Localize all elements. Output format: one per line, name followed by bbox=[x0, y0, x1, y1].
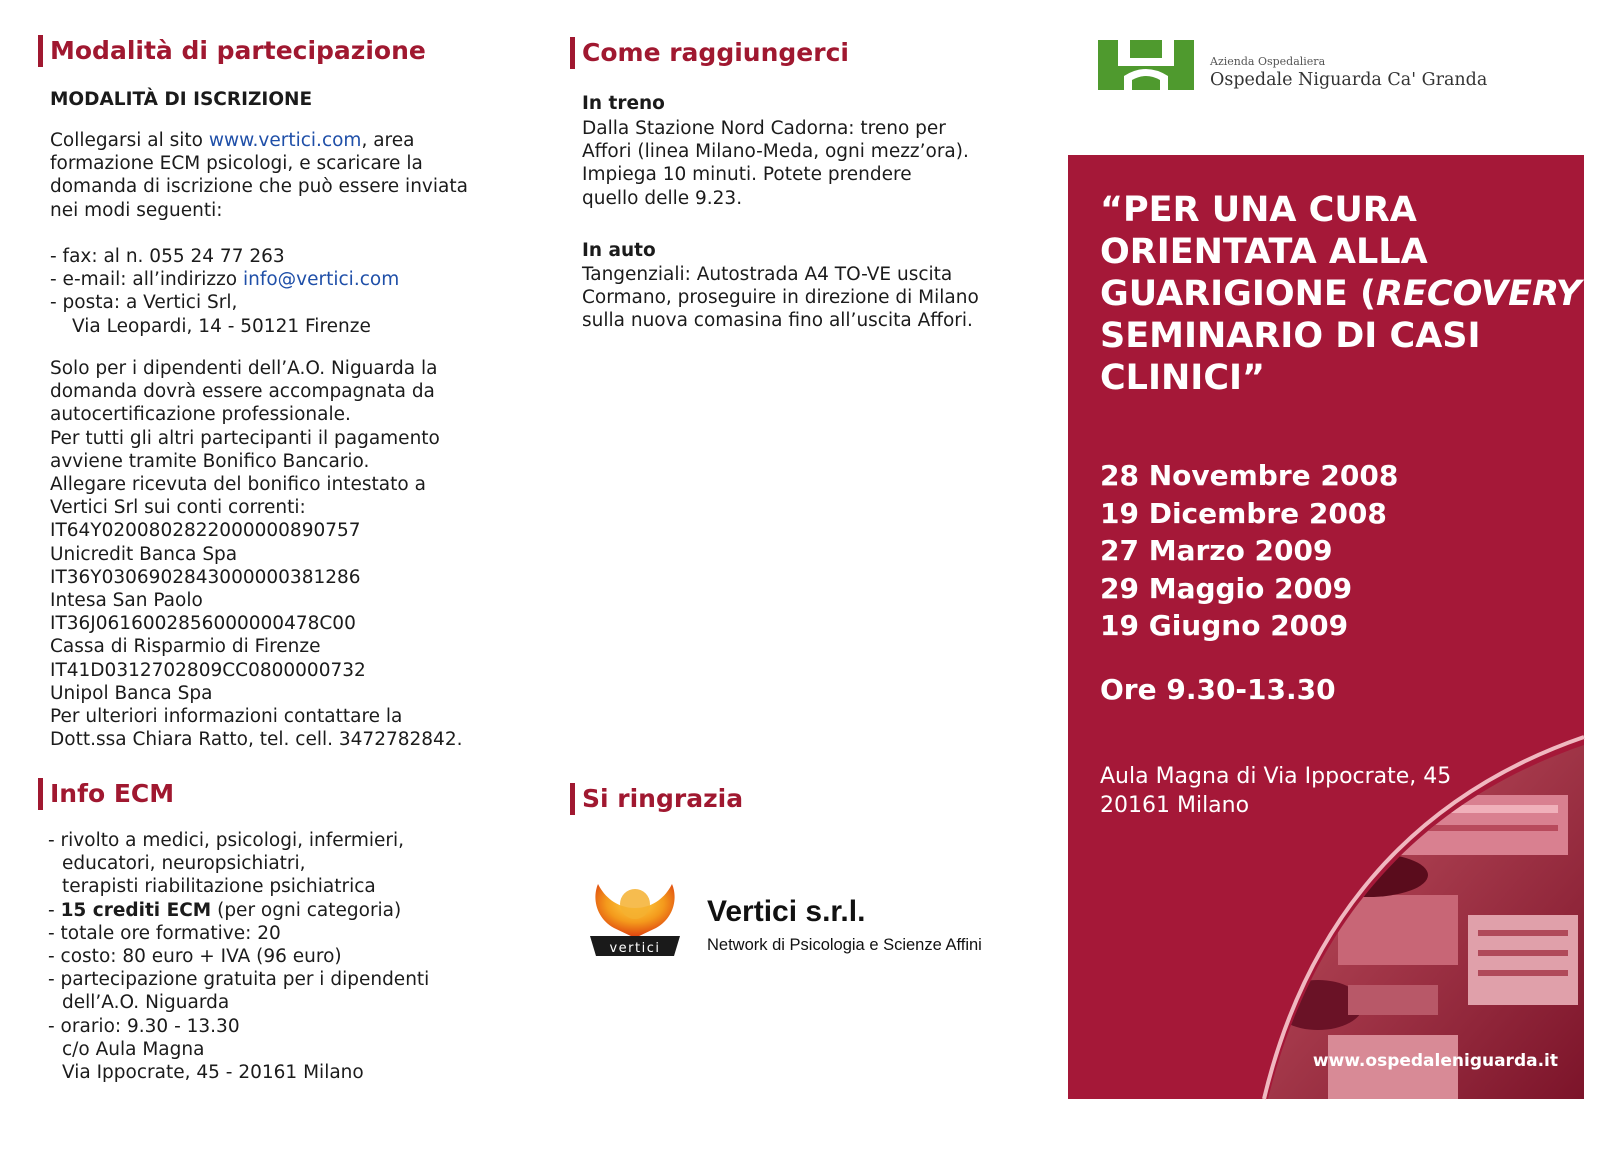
date-item: 19 Giugno 2009 bbox=[1100, 609, 1349, 642]
train-heading: In treno bbox=[582, 93, 665, 114]
vertici-tagline: Network di Psicologia e Scienze Affini bbox=[707, 936, 982, 954]
date-item: 29 Maggio 2009 bbox=[1100, 571, 1353, 605]
seminar-venue: Aula Magna di Via Ippocrate, 45 20161 Milano bbox=[1100, 764, 1452, 818]
iban: IT64Y0200802822000000890757 bbox=[50, 520, 361, 542]
email-item: - e-mail: all’indirizzo info@vertici.com bbox=[50, 269, 400, 291]
iban: IT36J0616002856000000478C00 bbox=[50, 613, 356, 635]
hospital-subtitle: Azienda Ospedaliera bbox=[1210, 55, 1326, 68]
thanks-title: Si ringrazia bbox=[570, 783, 743, 815]
vertici-company-name: Vertici s.r.l. bbox=[707, 895, 866, 928]
date-item: 19 Dicembre 2008 bbox=[1100, 496, 1387, 530]
date-item: 28 Novembre 2008 bbox=[1100, 459, 1399, 492]
car-directions: Tangenziali: Autostrada A4 TO-VE uscita Cormano, proseguire in direzione di Milano sulla nuova comasina fino all’uscita Affori. bbox=[582, 264, 979, 332]
car-heading: In auto bbox=[582, 240, 656, 261]
fax-item: - fax: al n. 055 24 77 263 bbox=[50, 246, 285, 267]
seminar-dates bbox=[1100, 457, 1398, 645]
ecm-credits: 15 crediti ECM bbox=[60, 899, 212, 921]
hospital-name: Ospedale Niguarda Ca' Granda bbox=[1210, 70, 1488, 90]
participation-title: Modalità di partecipazione bbox=[38, 35, 426, 67]
ecm-info-list: - rivolto a medici, psicologi, infermieri, educatori, neuropsichiatri, terapisti riabilitazione psichiatrica - 15 crediti ECM (per ogni categoria) - totale ore formative: 20 - costo: 80 euro + IVA (96 euro) - partecipazione gratuita per i dipendenti dell’A.O. Niguarda - orario: 9.30 - 13.30 c/o Aula Magna Via Ippocrate, 45 - 20161 Milano bbox=[48, 830, 430, 1084]
post-item: - posta: a Vertici Srl, bbox=[50, 292, 238, 314]
train-directions: Dalla Stazione Nord Cadorna: treno per Affori (linea Milano-Meda, ogni mezz’ora). Impiega 10 minuti. Potete prendere quello delle 9.23. bbox=[582, 118, 969, 209]
iban: IT41D0312702809CC0800000732 bbox=[50, 659, 366, 681]
ecm-title: Info ECM bbox=[38, 778, 174, 810]
participation-subtitle: MODALITÀ DI ISCRIZIONE bbox=[50, 89, 313, 110]
contact-methods-list bbox=[50, 245, 399, 338]
hospital-logo-icon bbox=[1098, 40, 1194, 90]
participation-intro: Collegarsi al sito www.vertici.com, area formazione ECM psicologi, e scaricare la domanda di iscrizione che può essere inviata nei modi seguenti: bbox=[50, 130, 468, 221]
directions-title: Come raggiungerci bbox=[570, 37, 849, 69]
email-link[interactable]: info@vertici.com bbox=[242, 269, 400, 291]
seminar-hours: Ore 9.30-13.30 bbox=[1100, 673, 1336, 706]
vertici-website-link[interactable]: www.vertici.com bbox=[208, 130, 362, 151]
date-item: 27 Marzo 2009 bbox=[1100, 534, 1333, 567]
vertici-logo-text: vertici bbox=[609, 941, 661, 956]
participation-body: Solo per i dipendenti dell’A.O. Niguarda la domanda dovrà essere accompagnata da autocertificazione professionale. Per tutti gli altri partecipanti il pagamento avviene tramite Bonifico Bancario. Allegare ricevuta del bonifico intestato a Vertici Srl sui conti correnti: IT64Y0200802822000000890757 Unicredit Banca Spa IT36Y0306902843000000381286 Intesa San Paolo IT36J0616002856000000478C00 Cassa di Risparmio di Firenze IT41D0312702809CC0800000732 Unipol Banca Spa Per ulteriori informazioni contattare la Dott.ssa Chiara Ratto, tel. cell. 3472782842. bbox=[50, 358, 463, 751]
hospital-website-link[interactable]: www.ospedaleniguarda.it bbox=[1312, 1051, 1558, 1071]
vertici-logo bbox=[584, 878, 686, 958]
iban: IT36Y0306902843000000381286 bbox=[50, 566, 361, 588]
cover-panel bbox=[1068, 155, 1598, 1099]
seminar-title: “PER UNA CURA ORIENTATA ALLA GUARIGIONE (RECOVERY) SEMINARIO DI CASI CLINICI” bbox=[1100, 190, 1598, 398]
post-address: Via Leopardi, 14 - 50121 Firenze bbox=[72, 315, 371, 337]
